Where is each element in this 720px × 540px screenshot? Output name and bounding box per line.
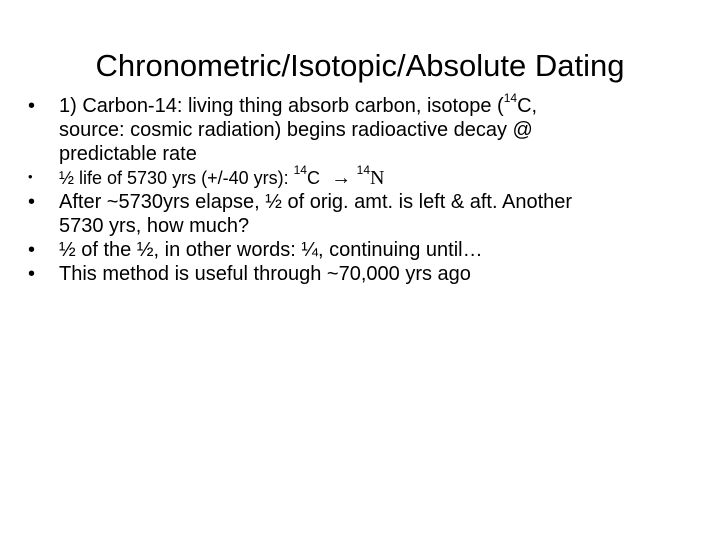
bullet-icon: • (28, 263, 36, 285)
bullet-icon: • (28, 239, 36, 261)
bullet-item-half-life (24, 163, 704, 190)
bullet-line: This method is useful through ~70,000 yrs ago (59, 263, 471, 285)
slide-title: Chronometric/Isotopic/Absolute Dating (95, 48, 625, 83)
bullet-line: 5730 yrs, how much? (59, 215, 250, 237)
bullet-line: source: cosmic radiation) begins radioactive decay @ (59, 119, 533, 141)
bullet-item-method-range (24, 262, 704, 286)
arrow-icon: → (331, 167, 352, 189)
bullet-line: ½ of the ½, in other words: ¼, continuing until… (59, 239, 483, 261)
bullet-item-half-of-half (24, 238, 704, 262)
bullet-icon: • (28, 191, 36, 213)
bullet-line: predictable rate (59, 143, 197, 165)
bullet-icon: • (28, 169, 33, 184)
bullet-icon: • (28, 95, 36, 117)
bullet-line: ½ life of 5730 yrs (+/-40 yrs): $^{14}$C → $^{14}$N (59, 163, 385, 189)
bullet-line: 1) Carbon-14: living thing absorb carbon, isotope ($^{14}$C, (59, 91, 538, 117)
bullet-item-carbon14 (24, 91, 704, 166)
bullet-line: After ~5730yrs elapse, ½ of orig. amt. is left & aft. Another (59, 191, 573, 213)
bullet-list (24, 91, 704, 286)
bullet-item-after-elapse (24, 190, 704, 238)
